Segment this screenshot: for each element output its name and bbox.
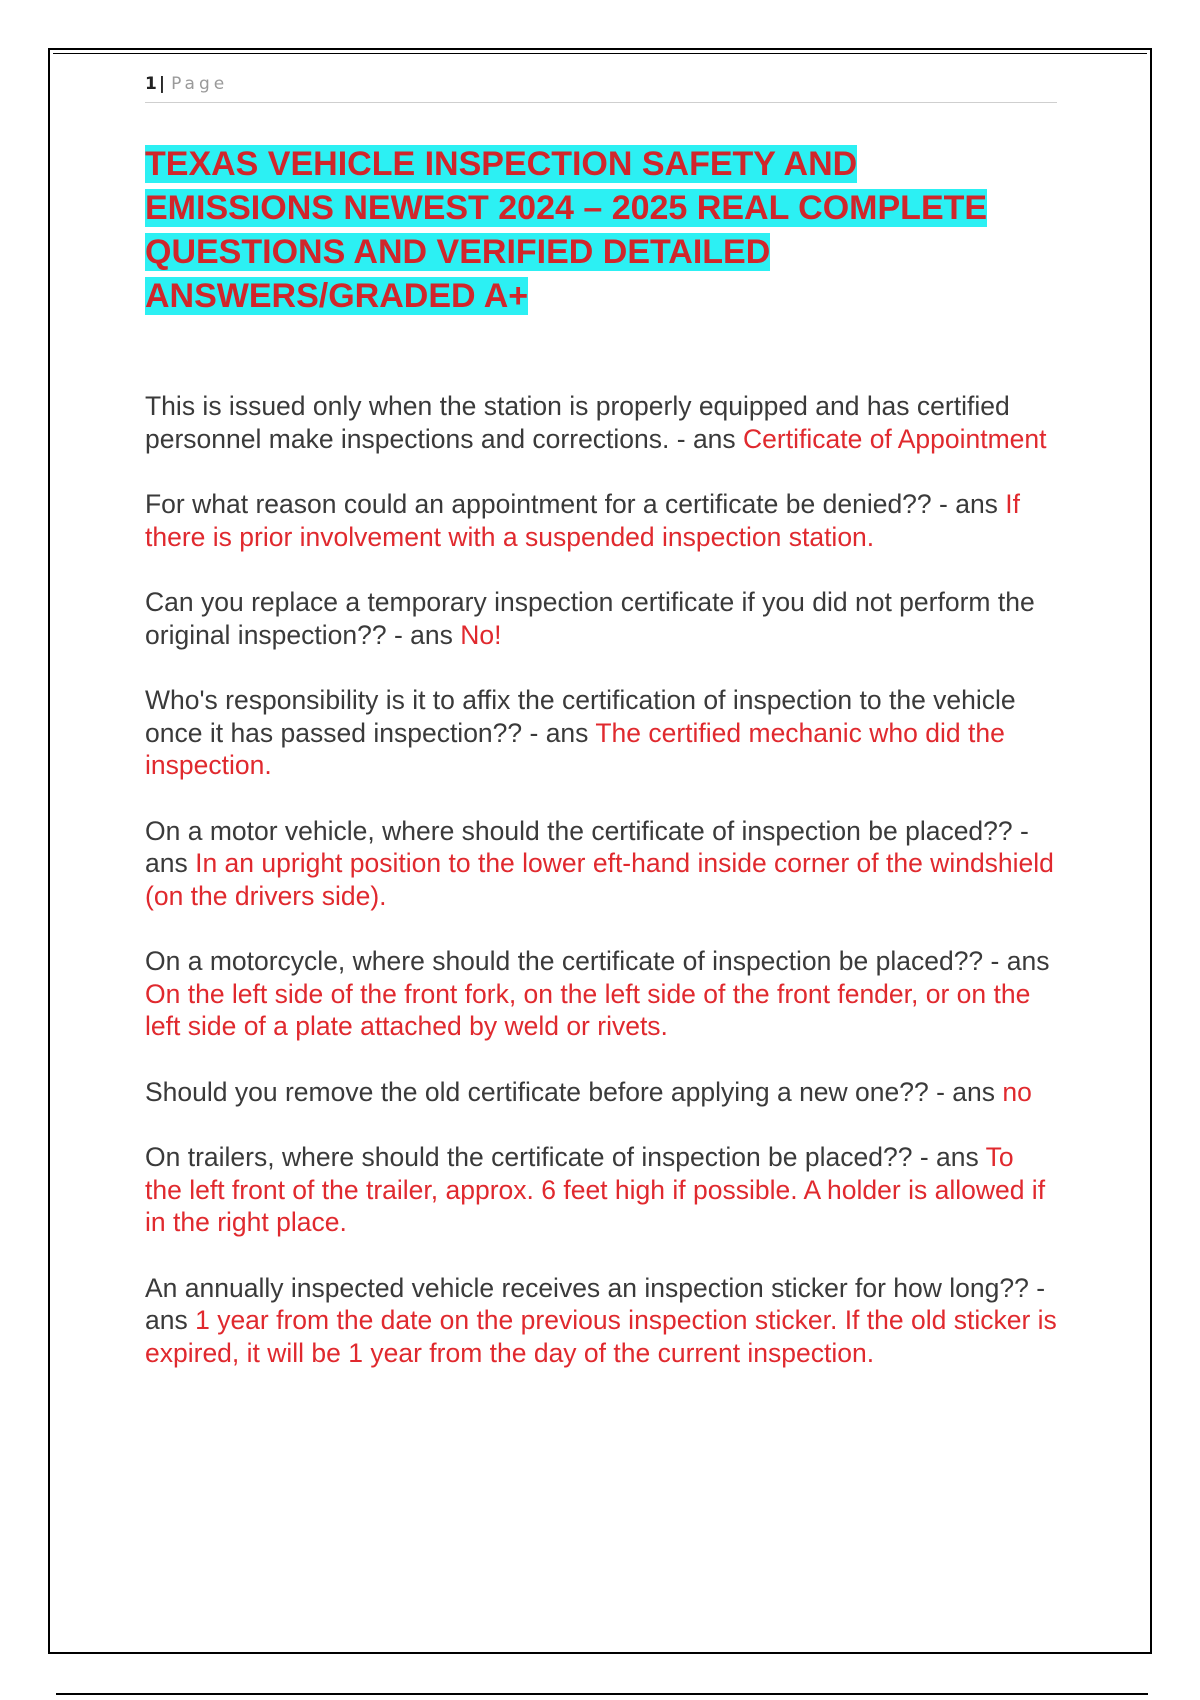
question-text: On a motorcycle, where should the certificate of inspection be placed?? - ans bbox=[145, 946, 1050, 976]
bottom-rule bbox=[56, 1693, 1148, 1695]
page-header-separator: | bbox=[158, 74, 166, 94]
qa-item bbox=[145, 684, 1057, 782]
answer-text: If there is prior involvement with a suspended inspection station. bbox=[145, 489, 1021, 552]
question-text: This is issued only when the station is properly equipped and has certified personnel make inspections and corrections. - ans bbox=[145, 391, 1010, 454]
page-number: 1 bbox=[145, 74, 157, 94]
question-text: On trailers, where should the certificate of inspection be placed?? - ans bbox=[145, 1142, 986, 1172]
qa-item bbox=[145, 390, 1057, 455]
answer-text: 1 year from the date on the previous inspection sticker. If the old sticker is expired, it will be 1 year from the day of the current inspection. bbox=[145, 1305, 1057, 1368]
qa-item bbox=[145, 945, 1057, 1043]
question-text: For what reason could an appointment for a certificate be denied?? - ans bbox=[145, 489, 1006, 519]
question-text: On a motor vehicle, where should the certificate of inspection be placed?? - ans bbox=[145, 815, 1029, 878]
title-line: QUESTIONS AND VERIFIED DETAILED bbox=[145, 233, 771, 271]
qa-item bbox=[145, 815, 1057, 913]
document-title bbox=[145, 142, 1065, 318]
qa-item bbox=[145, 586, 1057, 651]
page-border-inner-rule bbox=[53, 53, 1147, 54]
page-header bbox=[145, 72, 1057, 103]
qa-item bbox=[145, 1272, 1057, 1370]
question-text: Should you remove the old certificate before applying a new one?? - ans bbox=[145, 1076, 1003, 1107]
answer-text: To the left front of the trailer, approx. 6 feet high if possible. A holder is allowed if in the right place. bbox=[145, 1142, 1046, 1237]
page-label: Page bbox=[171, 74, 229, 94]
qa-item bbox=[145, 1141, 1057, 1239]
question-text: Who's responsibility is it to affix the certification of inspection to the vehicle once it has passed inspection?? - ans bbox=[145, 685, 1016, 748]
qa-item bbox=[145, 1076, 1057, 1109]
question-text: Can you replace a temporary inspection certificate if you did not perform the original inspection?? - ans bbox=[145, 587, 1035, 650]
answer-text: On the left side of the front fork, on the left side of the front fender, or on the left side of a plate attached by weld or rivets. bbox=[145, 978, 1031, 1041]
qa-item bbox=[145, 488, 1057, 553]
answer-text: In an upright position to the lower eft-hand inside corner of the windshield (on the drivers side). bbox=[145, 848, 1054, 911]
answer-text: Certificate of Appointment bbox=[743, 423, 1047, 454]
answer-text: No! bbox=[460, 619, 502, 650]
title-line: EMISSIONS NEWEST 2024 – 2025 REAL COMPLETE bbox=[145, 189, 988, 227]
title-line: ANSWERS/GRADED A+ bbox=[145, 277, 529, 315]
answer-text: no bbox=[1002, 1076, 1032, 1107]
question-text: An annually inspected vehicle receives an inspection sticker for how long?? - ans bbox=[145, 1272, 1046, 1335]
qa-list bbox=[145, 390, 1057, 1402]
answer-text: The certified mechanic who did the inspection. bbox=[145, 717, 1005, 780]
title-line: TEXAS VEHICLE INSPECTION SAFETY AND bbox=[145, 145, 858, 183]
